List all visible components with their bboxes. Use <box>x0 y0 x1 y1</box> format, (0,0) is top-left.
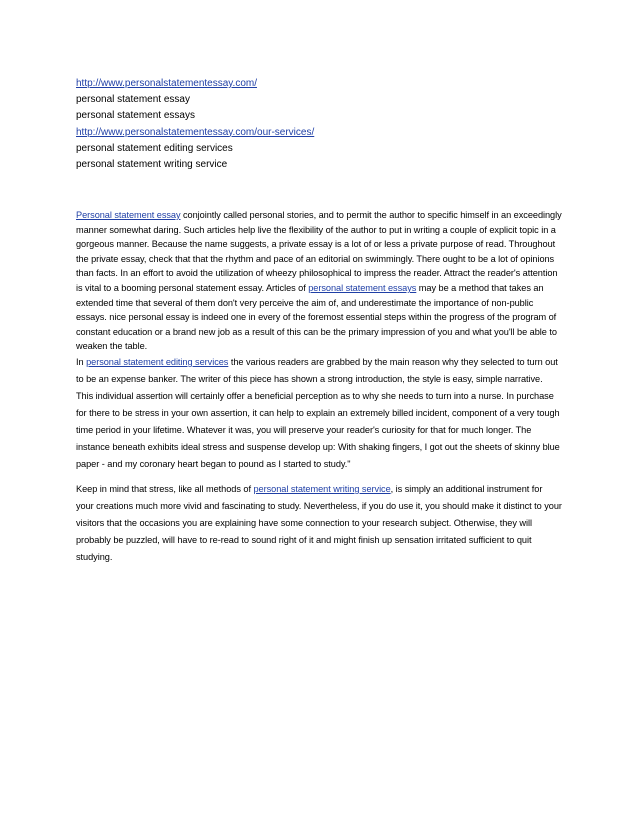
paragraph-1-text-a: conjointly called personal stories, and to permit the author to specific himself in an exceedingly manner somewhat daring. Such articles help live the flexibility of the author to put in writing a couple of explicit topic in a gorgeous manner. Because the name suggests, a private essay is a lot of or less a private purpose of read. Throughout the private essay, check that that the rhythm and pace of an editorial on swimmingly. There ought to be a lot of opinions than facts. In an effort to avoid the utilization of wheezy philosophical to impress the reader. Attract the reader's attention is vital to a booming personal statement essay. Articles of <box>76 210 562 293</box>
header-link-list <box>76 76 576 173</box>
paragraph-2-prefix: In <box>76 356 87 367</box>
paragraph-3-text: , is simply an additional instrument for your creations much more vivid and fascinating to study. Nevertheless, if you do use it, you should make it distinct to your visitors that the occasions you are explaining have some connection to your research subject. Otherwise, they will probably be puzzled, will have to re-read to sound right of it and might finish up sensation irritated sufficient to quit studying. <box>76 483 562 562</box>
paragraph-1-text-b: may be a method that takes an extended time that several of them don't very perceive the aim of, and underestimate the importance of non-public essays. nice personal essay is indeed one in every of the foremost essential steps within the progress of the program of constant education or a brand new job as a result of this can be the primary impression of you and what you'll be able to weaken the table. <box>76 282 557 352</box>
personal-statement-essays-link[interactable]: personal statement essays <box>308 282 417 293</box>
paragraph-1 <box>76 208 562 354</box>
paragraph-3-prefix: Keep in mind that stress, like all methods of <box>76 483 254 494</box>
keyword-personal-statement-essay: personal statement essay <box>76 94 190 106</box>
keyword-editing-services: personal statement editing services <box>76 142 233 154</box>
article-body <box>76 208 562 566</box>
keyword-writing-service: personal statement writing service <box>76 159 228 171</box>
personal-statement-essay-link[interactable]: Personal statement essay <box>76 210 181 220</box>
writing-service-link[interactable]: personal statement writing service <box>253 483 391 494</box>
paragraph-2 <box>76 354 562 473</box>
homepage-link[interactable]: http://www.personalstatementessay.com/ <box>76 78 258 89</box>
paragraph-2-text: the various readers are grabbed by the main reason why they selected to turn out to be an expense banker. The writer of this piece has shown a strong introduction, the style is easy, simple narrative. This individual assertion will certainly offer a beneficial perception as to why she needs to turn into a nurse. In purchase for there to be stress in your own assertion, it can help to explain an extremely billed incident, component of a very tough time period in your lifetime. Whatever it was, you will preserve your reader's curiosity for that for much longer. The instance beneath exhibits ideal stress and suspense develop up: With shaking fingers, I got out the sheets of skinny blue paper - and my coronary heart began to pound as I started to study." <box>76 356 560 469</box>
paragraph-3 <box>76 481 562 566</box>
editing-services-link[interactable]: personal statement editing services <box>86 356 229 367</box>
keyword-personal-statement-essays: personal statement essays <box>76 110 195 122</box>
services-link[interactable]: http://www.personalstatementessay.com/our-services/ <box>76 126 315 138</box>
